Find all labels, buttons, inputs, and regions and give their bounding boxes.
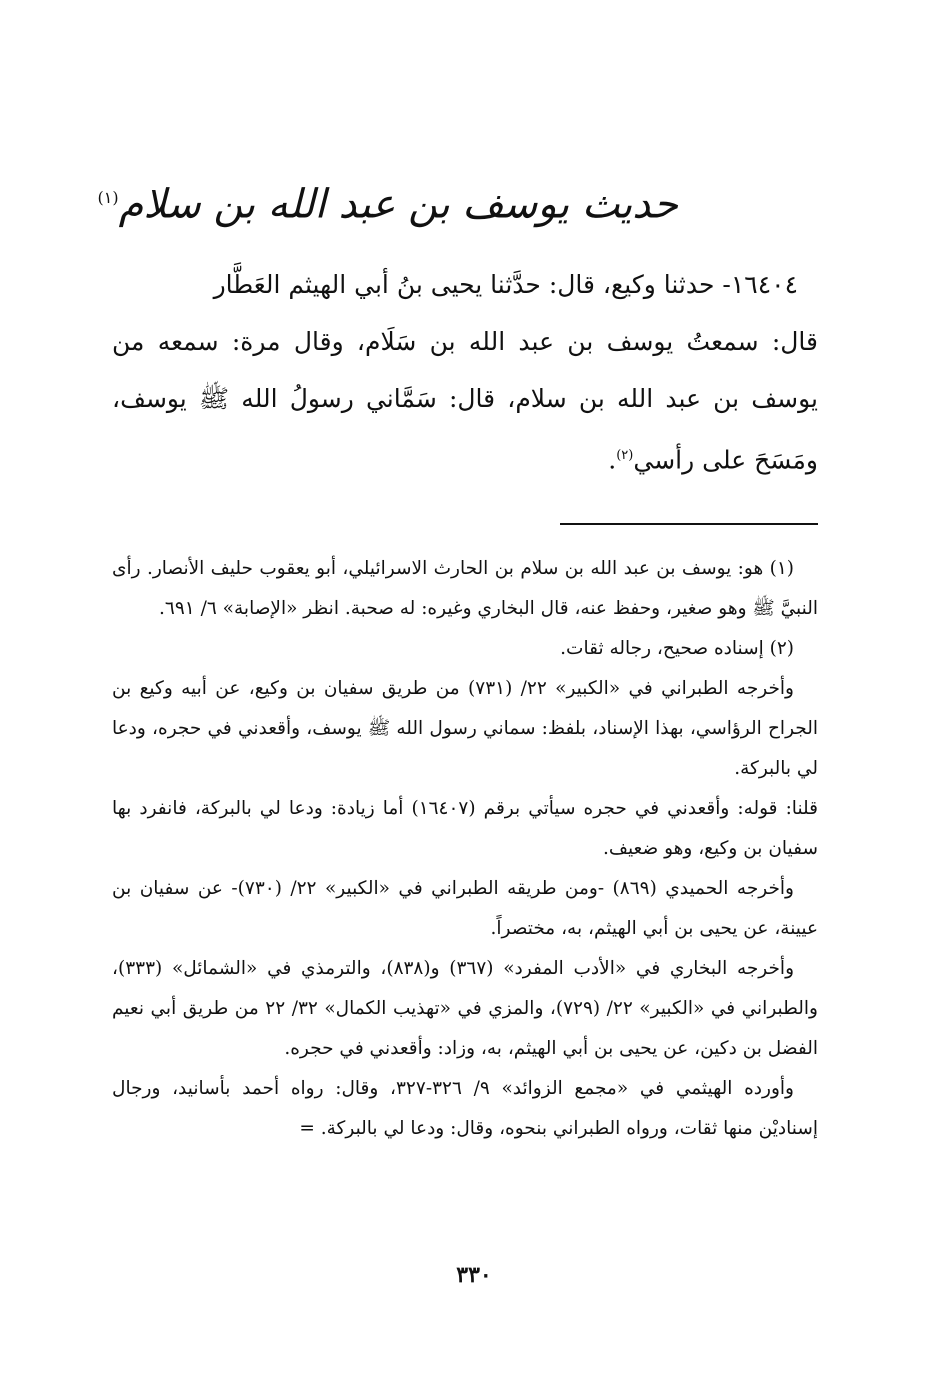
footnote-separator xyxy=(560,523,818,525)
page-number: ٣٣٠ xyxy=(456,1262,492,1288)
hadith-footnote-marker: (٢) xyxy=(616,448,634,463)
footnote-1: (١) هو: يوسف بن عبد الله بن سلام بن الحارث الاسرائيلي، أبو يعقوب حليف الأنصار. رأى النبيَّ ﷺ وهو صغير، وحفظ عنه، قال البخاري وغيره: له صحبة. انظر «الإصابة» ٦/ ٦٩١. xyxy=(112,558,818,619)
hadith-isnad-line: ١٦٤٠٤- حدثنا وكيع، قال: حدَّثنا يحيى بنُ أبي الهيثم العَطَّار xyxy=(213,270,798,299)
footnote-2: (٢) إسناده صحيح، رجاله ثقات. xyxy=(560,638,794,659)
footnote-paragraph: وأخرجه الطبراني في «الكبير» ٢٢/ (٧٣١) من طريق سفيان بن وكيع، عن أبيه وكيع بن الجراح الرؤاسي، بهذا الإسناد، بلفظ: سماني رسول الله ﷺ يوسف، وأقعدني في حجره، ودعا لي بالبركة. xyxy=(112,678,818,779)
hadith-body xyxy=(112,313,818,488)
hadith-body-text: قال: سمعتُ يوسف بن عبد الله بن سَلَام، وقال مرة: سمعه من يوسف بن عبد الله بن سلام، قال: سَمَّاني رسولُ الله ﷺ يوسف، ومَسَحَ على رأسي xyxy=(112,327,818,475)
hadith-end-punctuation: . xyxy=(608,445,617,475)
footnote-paragraph: وأخرجه الحميدي (٨٦٩) -ومن طريقه الطبراني في «الكبير» ٢٢/ (٧٣٠)- عن سفيان بن عيينة، عن يحيى بن أبي الهيثم، به، مختصراً. xyxy=(112,878,818,939)
footnote-paragraph: قلنا: قوله: وأقعدني في حجره سيأتي برقم (١٦٤٠٧) أما زيادة: ودعا لي بالبركة، فانفرد بها سفيان بن وكيع، وهو ضعيف. xyxy=(112,798,818,859)
chapter-heading-text: حديث يوسف بن عبد الله بن سلام xyxy=(118,181,678,228)
footnote-paragraph: وأورده الهيثمي في «مجمع الزوائد» ٩/ ٣٢٦-٣٢٧، وقال: رواه أحمد بأسانيد، ورجال إسناديْن منها ثقات، ورواه الطبراني بنحوه، وقال: ودعا لي بالبركة. = xyxy=(112,1078,818,1139)
footnote-paragraph: وأخرجه البخاري في «الأدب المفرد» (٣٦٧) و(٨٣٨)، والترمذي في «الشمائل» (٣٣٣)، والطبراني في «الكبير» ٢٢/ (٧٢٩)، والمزي في «تهذيب الكمال» ٣٢/ ٢٢ من طريق أبي نعيم الفضل بن دكين، عن يحيى بن أبي الهيثم، به، وزاد: وأقعدني في حجره. xyxy=(112,958,818,1059)
hadith-text xyxy=(112,256,818,488)
heading-footnote-marker: (١) xyxy=(97,188,119,207)
chapter-heading xyxy=(97,168,678,234)
footnotes xyxy=(112,549,818,1149)
